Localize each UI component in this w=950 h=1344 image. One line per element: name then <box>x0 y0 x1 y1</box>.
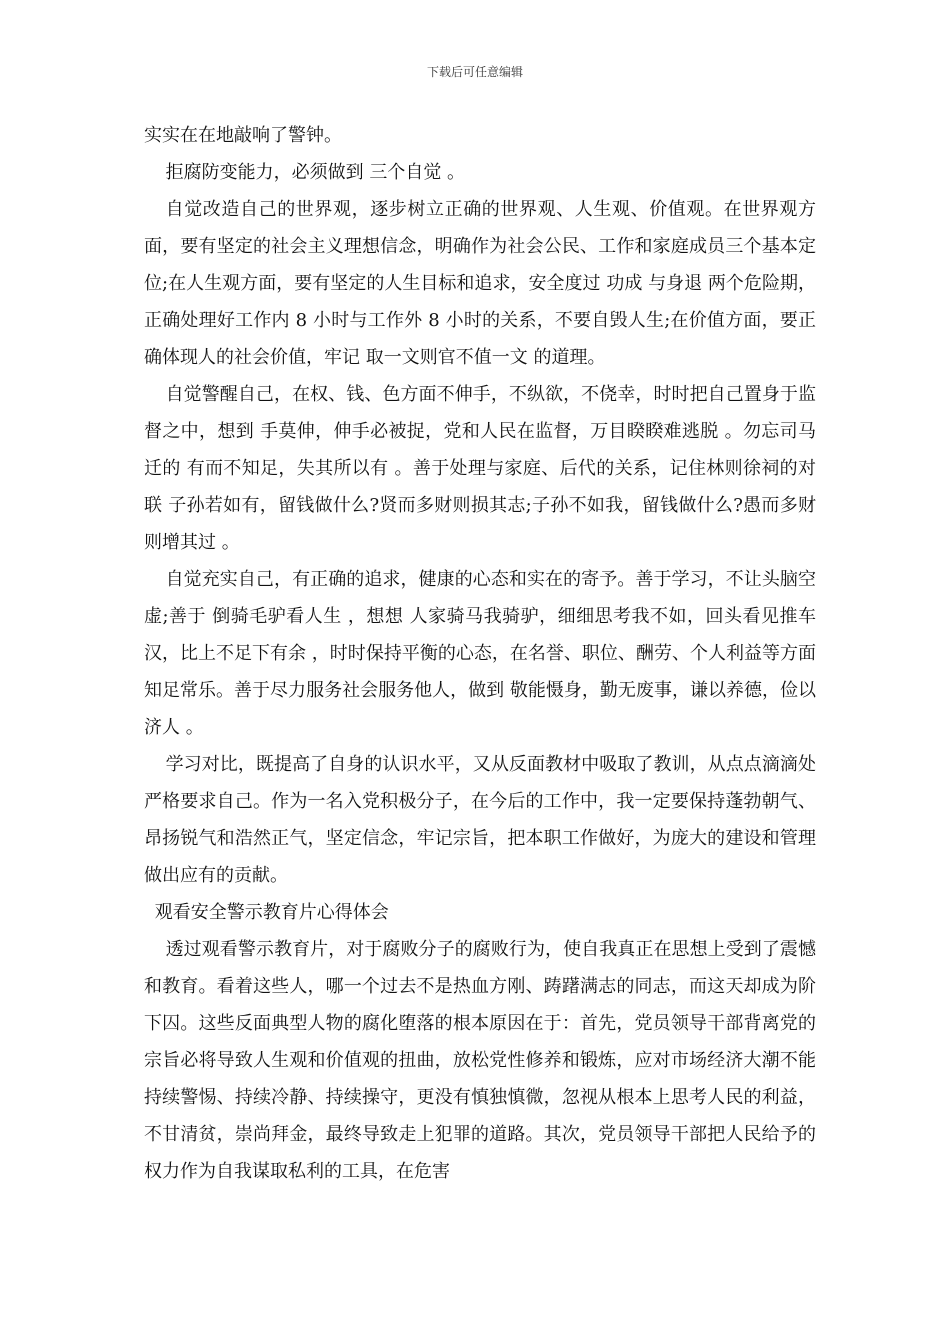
paragraph-worldview: 自觉改造自己的世界观，逐步树立正确的世界观、人生观、价值观。在世界观方面，要有坚定的社会主义理想信念，明确作为社会公民、工作和家庭成员三个基本定位;在人生观方面，要有坚定的人生目标和追求，安全度过 功成 与身退 两个危险期，正确处理好工作内 8 小时与工作外 8 小时的关系，不要自毁人生;在价值方面，要正确体现人的社会价值，牢记 取一文则官不值一文 的道理。 <box>144 199 816 368</box>
document-body <box>144 117 816 1190</box>
paragraph-self-enrich: 自觉充实自己，有正确的追求，健康的心态和实在的寄予。善于学习，不让头脑空虚;善于 倒骑毛驴看人生 ，想想 人家骑马我骑驴，细细思考我不如，回头看见推车汉，比上不足下有余 ，时时保持平衡的心态，在名誉、职位、酬劳、个人利益等方面知足常乐。善于尽力服务社会服务他人，做到 敬能慑身，勤无废事，谦以养德，俭以济人 。 <box>144 569 816 738</box>
paragraph-self-alert: 自觉警醒自己，在权、钱、色方面不伸手，不纵欲，不侥幸，时时把自己置身于监督之中，想到 手莫伸，伸手必被捉，党和人民在监督，万目睽睽难逃脱 。勿忘司马迁的 有而不知足，失其所以有 。善于处理与家庭、后代的关系，记住林则徐祠的对联 子孙若如有，留钱做什么?贤而多财则损其志;子孙不如我，留钱做什么?愚而多财则增其过 。 <box>144 384 816 553</box>
section-title: 观看安全警示教育片心得体会 <box>154 902 389 923</box>
paragraph-three-consciousness: 拒腐防变能力，必须做到 三个自觉 。 <box>165 162 466 183</box>
paragraph-continuation: 实实在在地敲响了警钟。 <box>144 125 342 146</box>
page-header: 下载后可任意编辑 <box>426 65 523 79</box>
paragraph-warning-film: 透过观看警示教育片，对于腐败分子的腐败行为，使自我真正在思想上受到了震憾和教育。看着这些人，哪一个过去不是热血方刚、踌躇满志的同志，而这天却成为阶下囚。这些反面典型人物的腐化堕落的根本原因在于：首先，党员领导干部背离党的宗旨必将导致人生观和价值观的扭曲，放松党性修养和锻炼，应对市场经济大潮不能持续警惕、持续冷静、持续操守，更没有慎独慎微，忽视从根本上思考人民的利益，不甘清贫，崇尚拜金，最终导致走上犯罪的道路。其次，党员领导干部把人民给予的权力作为自我谋取私利的工具，在危害 <box>144 939 816 1182</box>
paragraph-study-compare: 学习对比，既提高了自身的认识水平，又从反面教材中吸取了教训，从点点滴滴处严格要求自己。作为一名入党积极分子，在今后的工作中，我一定要保持蓬勃朝气、昂扬锐气和浩然正气，坚定信念，牢记宗旨，把本职工作做好，为庞大的建设和管理做出应有的贡献。 <box>144 754 816 886</box>
